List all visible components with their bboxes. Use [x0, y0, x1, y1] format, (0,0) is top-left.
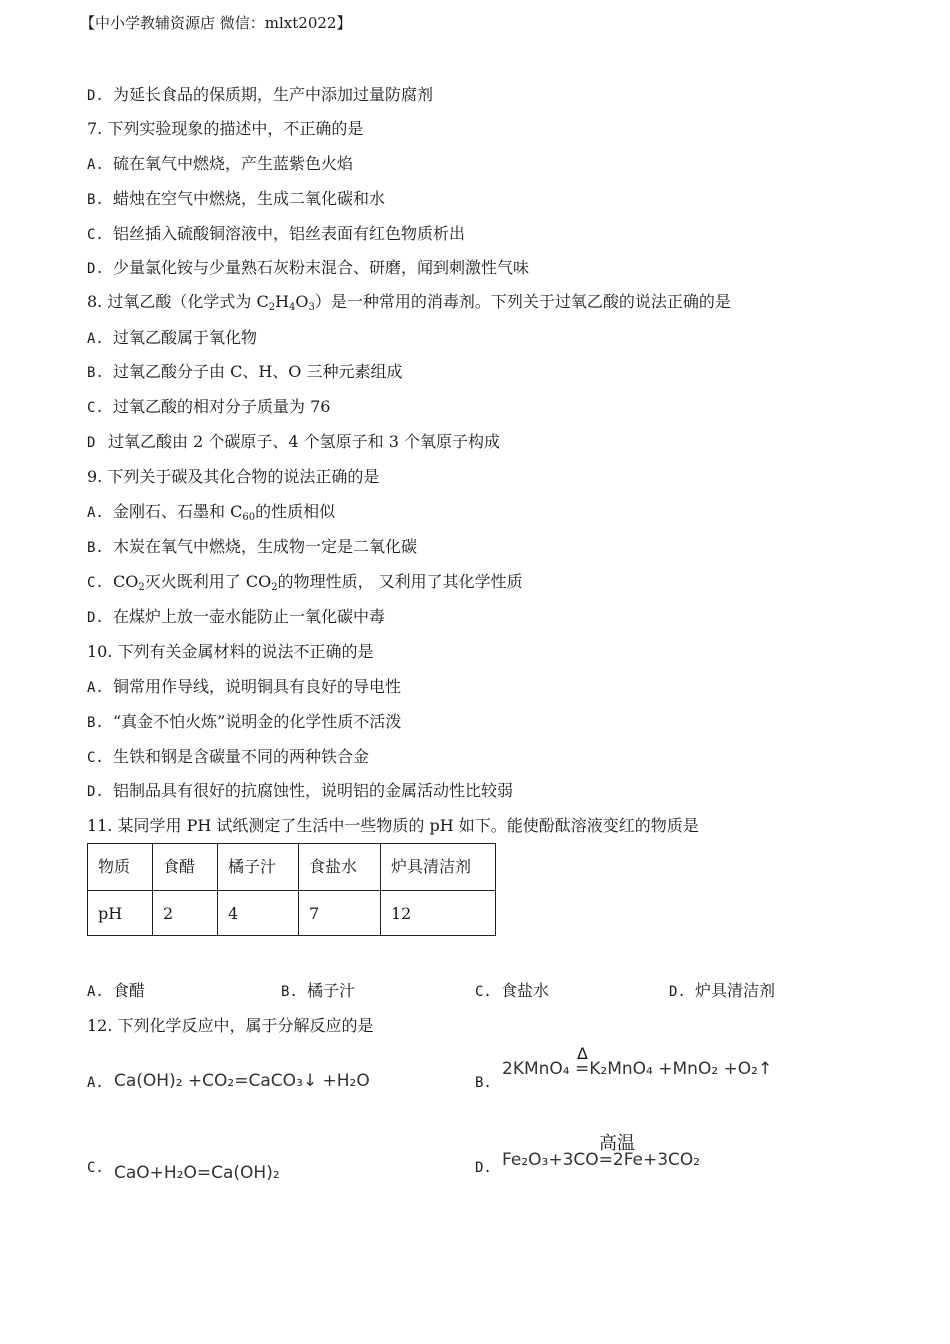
q12-option-a-letter: A.: [87, 1075, 104, 1091]
table-cell: 炉具清洁剂: [381, 844, 496, 891]
q11-stem: 11. 某同学用 PH 试纸测定了生活中一些物质的 pH 如下。能使酚酞溶液变红的物质是: [87, 816, 699, 835]
q9-option-d: D. 在煤炉上放一壶水能防止一氧化碳中毒: [87, 607, 386, 626]
q12-option-b-equation: 2KMnO₄ =K₂MnO₄ +MnO₂ +O₂↑: [502, 1059, 773, 1079]
q8-option-c: C. 过氧乙酸的相对分子质量为 76: [87, 397, 331, 416]
q9-option-b: B. 木炭在氧气中燃烧，生成物一定是二氧化碳: [87, 537, 418, 556]
q7-stem: 7. 下列实验现象的描述中，不正确的是: [87, 119, 364, 138]
q12-option-b-condition: Δ: [577, 1044, 588, 1063]
q7-option-b: B. 蜡烛在空气中燃烧，生成二氧化碳和水: [87, 189, 386, 208]
q10-option-b: B. “真金不怕火炼”说明金的化学性质不活泼: [87, 712, 402, 731]
q10-option-c: C. 生铁和钢是含碳量不同的两种铁合金: [87, 747, 370, 766]
q12-option-c-equation: CaO+H₂O=Ca(OH)₂: [114, 1163, 280, 1183]
table-cell: 7: [299, 891, 381, 936]
q9-option-c: C. $CO_2$灭火既利用了 $CO_2$的物理性质， 又利用了其化学性质: [87, 572, 523, 593]
q9-stem: 9. 下列关于碳及其化合物的说法正确的是: [87, 467, 380, 486]
q12-stem: 12. 下列化学反应中，属于分解反应的是: [87, 1016, 374, 1035]
q6-option-d: D. 为延长食品的保质期，生产中添加过量防腐剂: [87, 85, 434, 104]
ph-table: [87, 843, 496, 936]
ph-table-header-row: [88, 844, 496, 891]
q12-option-b-letter: B.: [475, 1075, 492, 1091]
q12-option-d-condition: 高温: [599, 1133, 635, 1154]
q8-stem: 8. 过氧乙酸（化学式为 $C_2H_4O_3$）是一种常用的消毒剂。下列关于过氧乙酸的说法正确的是: [87, 292, 731, 313]
q7-option-d: D. 少量氯化铵与少量熟石灰粉末混合、研磨，闻到刺激性气味: [87, 258, 530, 277]
q12-option-d-equation: Fe₂O₃+3CO=2Fe+3CO₂: [502, 1150, 701, 1170]
q8-option-b: B. 过氧乙酸分子由 C、H、O 三种元素组成: [87, 362, 403, 381]
q10-stem: 10. 下列有关金属材料的说法不正确的是: [87, 642, 374, 661]
q11-option-b: B. 橘子汁: [281, 981, 356, 1000]
q10-option-a: A. 铜常用作导线，说明铜具有良好的导电性: [87, 677, 402, 696]
q9-option-a: A. 金刚石、石墨和 $C_{60}$的性质相似: [87, 502, 336, 523]
table-cell: pH: [88, 891, 153, 936]
q11-option-c: C. 食盐水: [475, 981, 550, 1000]
q8-option-a: A. 过氧乙酸属于氧化物: [87, 328, 258, 347]
q12-option-a-equation: Ca(OH)₂ +CO₂=CaCO₃↓ +H₂O: [114, 1071, 370, 1091]
table-cell: 2: [153, 891, 218, 936]
page-header: 【中小学教辅资源店 微信：mlxt2022】: [80, 14, 352, 32]
table-cell: 物质: [88, 844, 153, 891]
table-cell: 食盐水: [299, 844, 381, 891]
q7-option-c: C. 铝丝插入硫酸铜溶液中，铝丝表面有红色物质析出: [87, 224, 466, 243]
q10-option-d: D. 铝制品具有很好的抗腐蚀性，说明铝的金属活动性比较弱: [87, 781, 514, 800]
table-cell: 12: [381, 891, 496, 936]
table-cell: 食醋: [153, 844, 218, 891]
table-cell: 橘子汁: [218, 844, 299, 891]
table-cell: 4: [218, 891, 299, 936]
q12-option-c-letter: C.: [87, 1160, 104, 1176]
q7-option-a: A. 硫在氧气中燃烧，产生蓝紫色火焰: [87, 154, 354, 173]
q8-option-d: D 过氧乙酸由 2 个碳原子、4 个氢原子和 3 个氧原子构成: [87, 432, 500, 451]
q11-option-d: D. 炉具清洁剂: [669, 981, 776, 1000]
q12-option-d-letter: D.: [475, 1160, 492, 1176]
q11-option-a: A. 食醋: [87, 981, 146, 1000]
ph-table-value-row: [88, 891, 496, 936]
